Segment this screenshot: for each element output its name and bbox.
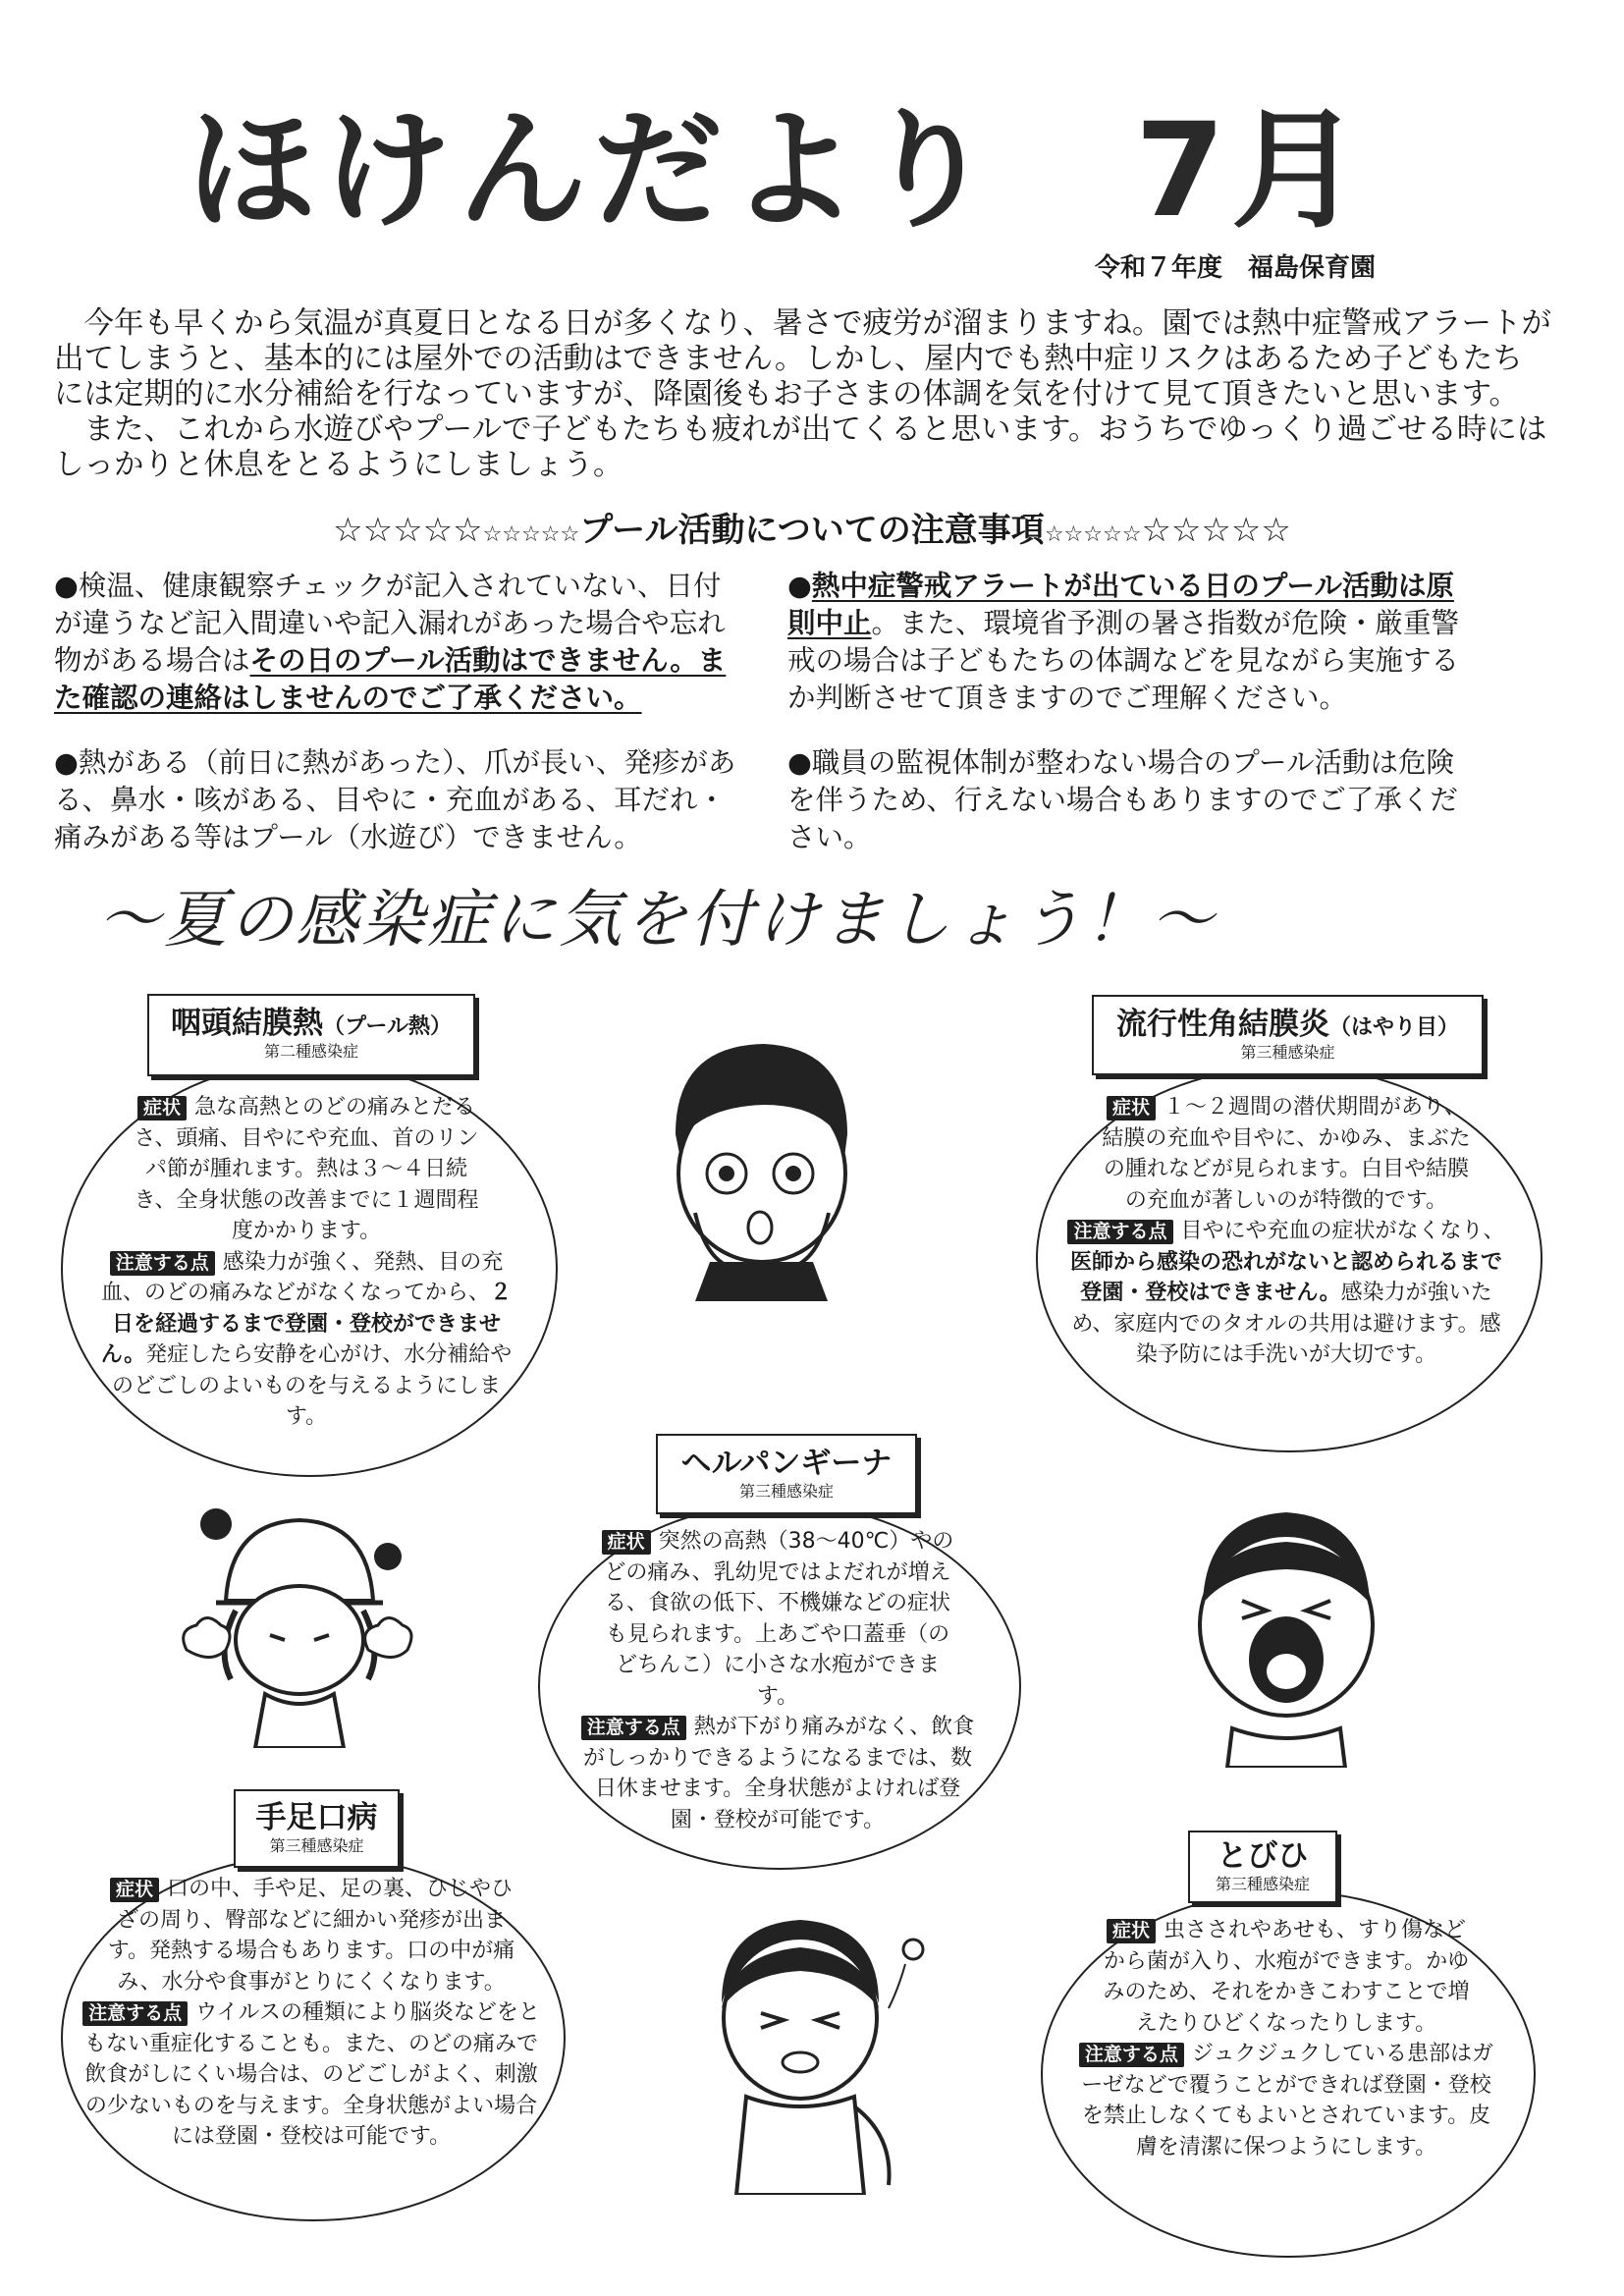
- pool-note-3-emphasis: 熱中症警戒アラートが出ている日のプール活動は原則中止: [787, 570, 1454, 639]
- scratching-boy-illustration: [697, 1910, 933, 2195]
- star-decoration-left: ☆☆☆☆☆: [333, 511, 483, 550]
- intro-paragraph-2: また、これから水遊びやプールで子どもたちも疲れが出てくると思います。おうちでゆっくり過ごせる時にはしっかりと休息をとるようにしましょう。: [54, 412, 1547, 482]
- pharyngo-body: [71, 1092, 542, 1433]
- symptom-tag: 症状: [1107, 1919, 1156, 1943]
- impetigo-caution: ジュクジュクしている患部はガーゼなどで覆うことができれば登園・登校を禁止しなくてもよいとされています。皮膚を清潔に保つようにします。: [1081, 2042, 1494, 2159]
- pool-note-3-bullet: ●: [787, 570, 812, 602]
- pharyngo-caution-tail: 発症したら安静を心がけ、水分補給やのどごしのよいものを与えるようにします。: [111, 1342, 513, 1429]
- coughing-child-illustration: [177, 1483, 422, 1748]
- herpangina-category: 第三種感染症: [738, 1482, 834, 1502]
- open-mouth-boy-illustration: [1173, 1503, 1399, 1768]
- star-decoration-right-small: ☆☆☆☆☆: [1044, 522, 1142, 547]
- conjunctivitis-caution-tail: 感染力が強いため、家庭内でのタオルの共用は避けます。感染予防には手洗いが大切です。: [1071, 1281, 1501, 1367]
- symptom-tag: 症状: [1107, 1096, 1156, 1121]
- conjunctivitis-alias: （はやり目）: [1328, 1015, 1459, 1040]
- herpangina-name: ヘルパンギーナ: [680, 1446, 893, 1481]
- caution-tag: 注意する点: [82, 2001, 188, 2026]
- pharyngo-caution: 感染力が強く、発熱、目の充血、のどの痛みなどがなくなってから、: [100, 1249, 504, 1305]
- pool-note-2: [54, 744, 741, 856]
- pool-note-1: [54, 568, 741, 717]
- conjunctivitis-title-box: [1092, 995, 1484, 1075]
- star-decoration-right: ☆☆☆☆☆: [1141, 511, 1291, 550]
- red-eye-child-illustration: [636, 1026, 882, 1301]
- impetigo-body: [1049, 1915, 1524, 2162]
- conjunctivitis-name: 流行性角結膜炎: [1115, 1007, 1329, 1042]
- hfmd-name: 手足口病: [255, 1800, 378, 1835]
- herpangina-body: [546, 1526, 1009, 1835]
- caution-tag: 注意する点: [581, 1716, 686, 1740]
- pool-note-1-text: ●検温、健康観察チェックが記入されていない、日付が違うなど記入間違いや記入漏れがあった場合や忘れ物がある場合は: [54, 570, 726, 677]
- infection-subtitle: ～夏の感染症に気を付けましょう！～: [98, 884, 1217, 957]
- impetigo-symptom: 虫さされやあせも、すり傷などから菌が入り、水疱ができます。かゆみのため、それをかきこわすことで増えたりひどくなったりします。: [1103, 1918, 1470, 2036]
- pool-note-4-text: ●職員の監視体制が整わない場合のプール活動は危険を伴うため、行えない場合もありますのでご了承ください。: [787, 746, 1458, 853]
- hfmd-title-box: [234, 1789, 400, 1868]
- pool-note-4: [787, 744, 1480, 856]
- pharyngo-caution-emphasis: ２日を経過するまで登園・登校ができません。: [100, 1281, 513, 1367]
- pool-note-1-emphasis: その日のプール活動はできません。また確認の連絡はしませんのでご了承ください。: [54, 644, 727, 714]
- star-decoration-left-small: ☆☆☆☆☆: [482, 522, 580, 547]
- hfmd-category: 第三種感染症: [269, 1836, 364, 1856]
- conjunctivitis-caution: 目やにや充血の症状がなくなり、: [1180, 1219, 1505, 1243]
- conjunctivitis-symptom: １～２週間の潜伏期間があり、結膜の充血や目やに、かゆみ、まぶたの腫れなどが見られます。白目や結膜の充血が著しいのが特徴的です。: [1102, 1095, 1471, 1213]
- hfmd-caution: ウイルスの種類により脳炎などをともない重症化することも。また、のどの痛みで飲食がしにくい場合は、のどごしがよく、刺激の少ないものを与えます。全身状態がよい場合には登園・登校は可能です。: [83, 2000, 540, 2149]
- pharyngo-category: 第二種感染症: [263, 1042, 358, 1062]
- conjunctivitis-caution-emphasis: 医師から感染の恐れがないと認められるまで登園・登校はできません。: [1069, 1249, 1502, 1305]
- caution-tag: 注意する点: [1067, 1220, 1172, 1244]
- intro-text: [54, 306, 1551, 483]
- impetigo-category: 第三種感染症: [1215, 1875, 1310, 1894]
- hfmd-body: [67, 1874, 556, 2153]
- pool-note-3: [787, 568, 1480, 717]
- pharyngo-symptom: 急な高熱とのどの痛みとだるさ、頭痛、目やにや充血、首のリンパ節が腫れます。熱は３～４日続き、全身状態の改善までに１週間程度かかります。: [134, 1095, 479, 1243]
- herpangina-symptom: 突然の高熱（38～40℃）やのどの痛み、乳幼児ではよだれが増える、食欲の低下、不機嫌などの症状も見られます。上あごや口蓋垂（のどちんこ）に小さな水疱ができます。: [604, 1529, 954, 1709]
- pharyngo-name: 咽頭結膜熱: [171, 1006, 324, 1041]
- page-title: ほけんだより 7月: [187, 95, 1367, 246]
- caution-tag: 注意する点: [1079, 2043, 1184, 2067]
- symptom-tag: 症状: [602, 1530, 651, 1555]
- hfmd-symptom: 口の中、手や足、足の裏、ひじやひざの周り、臀部などに細かい発疹が出ます。発熱する場合もあります。口の中が痛み、水分や食事がとりにくくなります。: [107, 1877, 515, 1995]
- pool-note-2-text: ●熱がある（前日に熱があった）、爪が長い、発疹がある、鼻水・咳がある、目やに・充血がある、耳だれ・痛みがある等はプール（水遊び）できません。: [54, 746, 736, 853]
- pharyngo-alias: （プール熱）: [323, 1014, 452, 1039]
- pool-note-3-text: 。また、環境省予測の暑さ指数が危険・厳重警戒の場合は子どもたちの体調などを見ながら実施するか判断させて頂きますのでご理解ください。: [787, 607, 1460, 714]
- pharyngo-title-box: [147, 994, 475, 1076]
- conjunctivitis-category: 第三種感染症: [1240, 1043, 1335, 1063]
- impetigo-name: とびひ: [1217, 1838, 1309, 1874]
- symptom-tag: 症状: [110, 1878, 159, 1902]
- caution-tag: 注意する点: [110, 1251, 215, 1276]
- intro-paragraph-1: 今年も早くから気温が真夏日となる日が多くなり、暑さで疲労が溜まりますね。園では熱中症警戒アラートが出てしまうと、基本的には屋外での活動はできません。しかし、屋内でも熱中症リスクはあるため子どもたちには定期的に水分補給を行なっていますが、降園後もお子さまの体調を気を付けて見て頂きたいと思います。: [54, 306, 1551, 411]
- conjunctivitis-body: [1043, 1092, 1530, 1371]
- herpangina-title-box: [656, 1434, 917, 1514]
- herpangina-caution: 熱が下がり痛みがなく、飲食がしっかりできるようになるまでは、数日休ませます。全身状態がよければ登園・登校が可能です。: [582, 1715, 975, 1832]
- symptom-tag: 症状: [137, 1096, 187, 1121]
- pool-heading-text: プール活動についての注意事項: [579, 511, 1045, 550]
- organization-label: 令和７年度 福島保育園: [1095, 253, 1377, 283]
- impetigo-title-box: [1188, 1831, 1337, 1903]
- pool-section-heading: [0, 503, 1624, 551]
